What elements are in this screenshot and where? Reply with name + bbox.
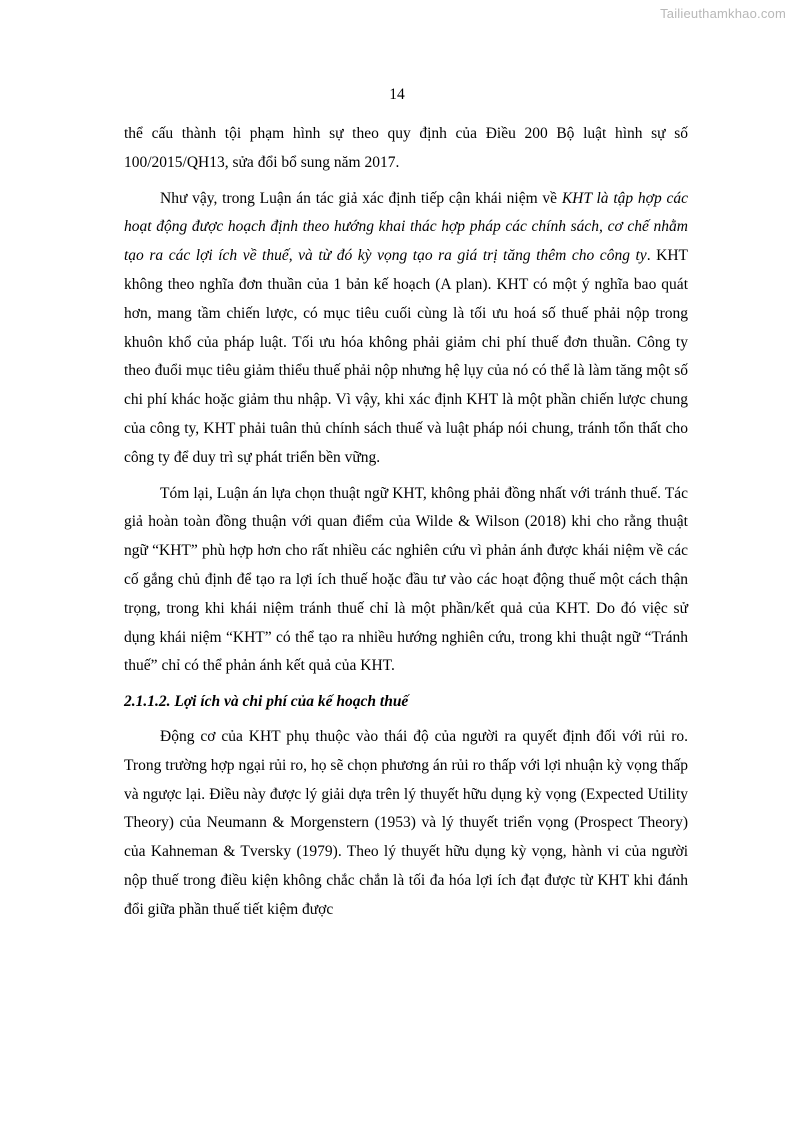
paragraph-definition — [124, 185, 688, 473]
page-number: 14 — [389, 86, 405, 103]
definition-italic-text: KHT là tập hợp các hoạt động được hoạch định theo hướng khai thác hợp pháp các chính sách, cơ chế nhằm tạo ra các lợi ích về thuế, và từ đó kỳ vọng tạo ra giá trị tăng thêm cho công ty — [124, 189, 688, 265]
section-heading: 2.1.1.2. Lợi ích và chi phí của kế hoạch thuế — [124, 693, 409, 711]
watermark: Tailieuthamkhao.com — [660, 6, 786, 21]
definition-intro-text: Như vậy, trong Luận án tác giả xác định tiếp cận khái niệm về — [160, 189, 562, 207]
paragraph-continuation: thể cấu thành tội phạm hình sự theo quy định của Điều 200 Bộ luật hình sự số 100/2015/QH13, sửa đổi bổ sung năm 2017. — [124, 125, 688, 171]
paragraph-motivation: Động cơ của KHT phụ thuộc vào thái độ của người ra quyết định đối với rủi ro. Trong trường hợp ngại rủi ro, họ sẽ chọn phương án rủi ro thấp với lợi nhuận kỳ vọng thấp và ngược lại. Điều này được lý giải dựa trên lý thuyết hữu dụng kỳ vọng (Expected Utility Theory) của Neumann & Morgenstern (1953) và lý thuyết triển vọng (Prospect Theory) của Kahneman & Tversky (1979). Theo lý thuyết hữu dụng kỳ vọng, hành vi của người nộp thuế trong điều kiện không chắc chắn là tối đa hóa lợi ích đạt được từ KHT khi đánh đổi giữa phần thuế tiết kiệm được — [124, 727, 688, 918]
paragraph-summary: Tóm lại, Luận án lựa chọn thuật ngữ KHT, không phải đồng nhất với tránh thuế. Tác giả hoàn toàn đồng thuận với quan điểm của Wilde & Wilson (2018) khi cho rằng thuật ngữ “KHT” phù hợp hơn cho rất nhiều các nghiên cứu vì phản ánh được khái niệm về các cố gắng chủ định để tạo ra lợi ích thuế hoặc đầu tư vào các hoạt động thuế một cách thận trọng, trong khi khái niệm tránh thuế chỉ là một phần/kết quả của KHT. Do đó việc sử dụng khái niệm “KHT” có thể tạo ra nhiều hướng nghiên cứu, trong khi thuật ngữ “Tránh thuế” chỉ có thể phản ánh kết quả của KHT. — [124, 484, 688, 675]
definition-rest-text: . KHT không theo nghĩa đơn thuần của 1 bản kế hoạch (A plan). KHT có một ý nghĩa bao quát hơn, mang tầm chiến lược, có mục tiêu cuối cùng là tối ưu hoá số thuế phải nộp trong khuôn khổ của pháp luật. Tối ưu hóa không phải giảm chi phí thuế đơn thuần. Công ty theo đuổi mục tiêu giảm thiểu thuế phải nộp nhưng hệ lụy của nó có thể là làm tăng một số chi phí khác hoặc giảm thu nhập. Vì vậy, khi xác định KHT là một phần chiến lược chung của công ty, KHT phải tuân thủ chính sách thuế và luật pháp nói chung, tránh tổn thất cho công ty để duy trì sự phát triển bền vững. — [124, 247, 688, 466]
document-body — [124, 120, 688, 932]
